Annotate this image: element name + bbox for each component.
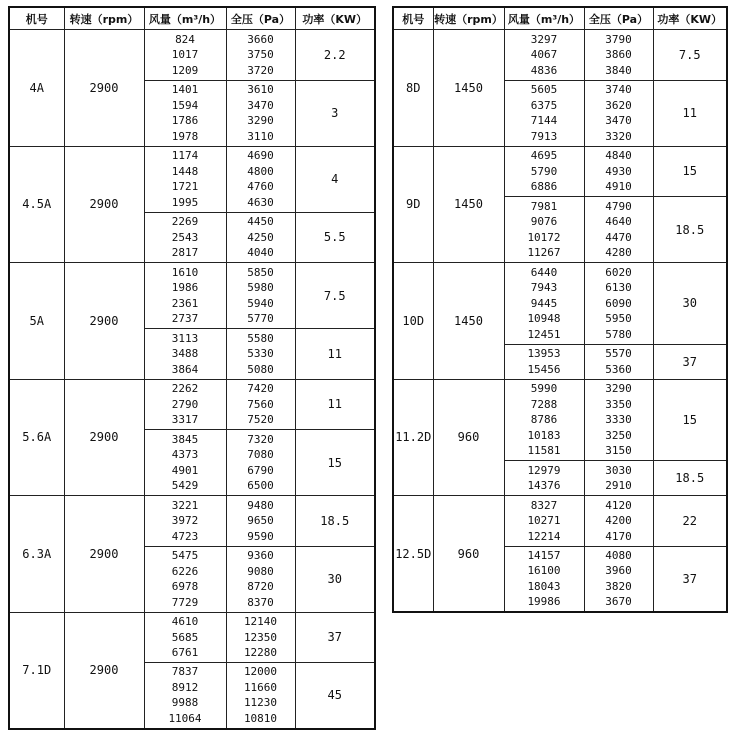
model-cell: 12.5D	[393, 496, 433, 613]
pressure-cell	[226, 612, 295, 663]
pressure-value: 5950	[605, 312, 632, 325]
pressure-value: 3470	[247, 98, 274, 112]
header-pressure: 全压（Pa）	[226, 7, 295, 30]
airflow-value: 4836	[530, 63, 558, 77]
model-cell: 4.5A	[9, 146, 64, 263]
airflow-value: 2269	[171, 215, 199, 228]
power-cell: 7.5	[295, 263, 375, 329]
airflow-value: 4067	[530, 48, 558, 61]
airflow-value: 4373	[171, 448, 199, 461]
airflow-value: 1986	[171, 281, 199, 294]
pressure-value: 6130	[605, 281, 632, 294]
rpm-cell: 2900	[64, 263, 144, 380]
header-airflow: 风量（m³/h）	[144, 7, 226, 30]
pressure-value: 9360	[247, 549, 274, 562]
airflow-value: 3113	[171, 331, 199, 345]
header-speed: 转速（rpm）	[433, 7, 504, 30]
fan-spec-table-right	[392, 6, 728, 613]
header-model: 机号	[9, 7, 64, 30]
airflow-value: 11064	[168, 711, 202, 725]
airflow-value: 11267	[527, 246, 561, 259]
pressure-value: 9080	[247, 564, 274, 578]
airflow-value: 1995	[171, 195, 199, 209]
table-row	[9, 30, 375, 81]
airflow-cell	[504, 379, 584, 461]
pressure-cell	[226, 263, 295, 329]
power-cell: 2.2	[295, 30, 375, 81]
airflow-value: 2262	[171, 382, 199, 395]
airflow-value: 12451	[527, 327, 561, 341]
airflow-value: 2361	[171, 296, 199, 310]
pressure-value: 4840	[605, 149, 632, 162]
airflow-value: 5429	[171, 479, 199, 492]
table-body	[9, 30, 375, 729]
pressure-value: 12350	[243, 630, 278, 644]
airflow-cell	[504, 263, 584, 345]
pressure-value: 9590	[247, 529, 274, 543]
pressure-cell	[226, 329, 295, 380]
pressure-value: 4120	[605, 498, 632, 512]
pressure-value: 3610	[247, 83, 274, 96]
pressure-value: 3820	[605, 579, 632, 593]
pressure-value: 5770	[247, 312, 274, 325]
pressure-value: 3750	[247, 48, 274, 61]
pressure-value: 6090	[605, 296, 632, 310]
airflow-value: 3864	[171, 362, 199, 376]
airflow-value: 5685	[171, 630, 199, 644]
airflow-value: 7729	[171, 595, 199, 609]
rpm-cell: 1450	[433, 263, 504, 380]
power-cell: 5.5	[295, 212, 375, 263]
model-cell: 5.6A	[9, 379, 64, 496]
pressure-value: 4640	[605, 215, 632, 228]
airflow-value: 2543	[171, 230, 199, 244]
header-speed: 转速（rpm）	[64, 7, 144, 30]
pressure-value: 6790	[247, 463, 274, 477]
power-cell: 15	[653, 146, 727, 197]
table-row	[9, 612, 375, 663]
pressure-value: 3720	[247, 63, 274, 77]
pressure-value: 8370	[247, 595, 274, 609]
airflow-value: 1721	[171, 180, 199, 193]
pressure-cell	[584, 344, 653, 379]
airflow-value: 12979	[527, 463, 561, 477]
pressure-value: 3150	[605, 444, 632, 457]
pressure-value: 7560	[247, 397, 274, 411]
airflow-value: 1594	[171, 98, 199, 112]
pressure-value: 4760	[247, 180, 274, 193]
power-cell: 37	[295, 612, 375, 663]
power-cell: 37	[653, 344, 727, 379]
airflow-value: 5990	[530, 382, 558, 395]
airflow-value: 2737	[171, 312, 199, 325]
pressure-value: 3670	[605, 595, 632, 609]
pressure-value: 11660	[243, 680, 278, 694]
rpm-cell: 1450	[433, 30, 504, 147]
pressure-value: 4450	[247, 215, 274, 228]
power-cell: 11	[295, 329, 375, 380]
airflow-value: 1610	[171, 265, 199, 279]
airflow-value: 1978	[171, 129, 199, 143]
model-cell: 5A	[9, 263, 64, 380]
airflow-value: 9445	[530, 296, 558, 310]
airflow-cell	[144, 612, 226, 663]
pressure-value: 4800	[247, 164, 274, 178]
pressure-value: 4790	[605, 199, 632, 213]
airflow-value: 5790	[530, 164, 558, 178]
model-cell: 10D	[393, 263, 433, 380]
airflow-value: 10948	[527, 312, 561, 325]
pressure-value: 3620	[605, 98, 632, 112]
pressure-cell	[226, 430, 295, 496]
airflow-cell	[504, 546, 584, 612]
airflow-cell	[144, 379, 226, 430]
power-cell: 18.5	[653, 197, 727, 263]
pressure-cell	[584, 379, 653, 461]
pressure-cell	[584, 461, 653, 496]
airflow-value: 2790	[171, 397, 199, 411]
airflow-value: 10172	[527, 230, 561, 244]
pressure-cell	[226, 496, 295, 547]
airflow-value: 5475	[171, 549, 199, 562]
header-row	[9, 7, 375, 30]
pressure-value: 3290	[247, 114, 274, 127]
airflow-cell	[144, 212, 226, 263]
rpm-cell: 2900	[64, 146, 144, 263]
header-model: 机号	[393, 7, 433, 30]
pressure-value: 3470	[605, 114, 632, 127]
header-row	[393, 7, 727, 30]
header-airflow: 风量（m³/h）	[504, 7, 584, 30]
airflow-value: 18043	[527, 579, 561, 593]
header-power: 功率（KW）	[653, 7, 727, 30]
airflow-cell	[144, 430, 226, 496]
model-cell: 8D	[393, 30, 433, 147]
airflow-value: 7837	[171, 665, 199, 679]
airflow-cell	[504, 30, 584, 81]
airflow-value: 7981	[530, 199, 558, 213]
pressure-cell	[226, 546, 295, 612]
airflow-value: 10271	[527, 514, 561, 527]
rpm-cell: 960	[433, 379, 504, 496]
airflow-value: 6761	[171, 646, 199, 659]
pressure-value: 3290	[605, 382, 632, 395]
pressure-value: 4200	[605, 514, 632, 527]
airflow-value: 10183	[527, 428, 561, 442]
pressure-value: 4040	[247, 246, 274, 259]
airflow-cell	[144, 546, 226, 612]
airflow-value: 16100	[527, 564, 561, 578]
pressure-cell	[226, 663, 295, 729]
fan-spec-table-left	[8, 6, 376, 730]
rpm-cell: 960	[433, 496, 504, 613]
airflow-value: 4901	[171, 463, 199, 477]
power-cell: 3	[295, 80, 375, 146]
airflow-value: 7288	[530, 397, 558, 411]
power-cell: 30	[653, 263, 727, 345]
power-cell: 15	[295, 430, 375, 496]
pressure-value: 4080	[605, 548, 632, 562]
pressure-value: 9480	[247, 498, 274, 512]
pressure-cell	[584, 30, 653, 81]
pressure-value: 4250	[247, 230, 274, 244]
pressure-value: 2910	[605, 479, 632, 492]
pressure-value: 5330	[247, 347, 274, 360]
pressure-value: 7080	[247, 448, 274, 461]
rpm-cell: 2900	[64, 379, 144, 496]
rpm-cell: 2900	[64, 496, 144, 613]
power-cell: 22	[653, 496, 727, 547]
airflow-value: 3297	[530, 32, 558, 46]
airflow-value: 3845	[171, 432, 199, 446]
pressure-value: 9650	[247, 514, 274, 527]
airflow-value: 7913	[530, 129, 558, 143]
pressure-value: 3250	[605, 428, 632, 442]
table-row	[393, 496, 727, 547]
pressure-value: 5080	[247, 362, 274, 376]
airflow-cell	[504, 146, 584, 197]
pressure-value: 4280	[605, 246, 632, 259]
pressure-value: 11230	[243, 696, 278, 710]
airflow-value: 11581	[527, 444, 561, 457]
airflow-value: 6226	[171, 564, 199, 578]
pressure-value: 3960	[605, 564, 632, 578]
pressure-value: 3350	[605, 397, 632, 411]
airflow-cell	[504, 344, 584, 379]
rpm-cell: 2900	[64, 30, 144, 147]
power-cell: 18.5	[295, 496, 375, 547]
airflow-value: 7943	[530, 281, 558, 294]
airflow-cell	[504, 461, 584, 496]
table-row	[9, 263, 375, 329]
airflow-value: 12214	[527, 529, 561, 543]
pressure-cell	[584, 80, 653, 146]
airflow-value: 19986	[527, 595, 561, 609]
airflow-value: 6886	[530, 180, 558, 193]
table-row	[393, 379, 727, 461]
airflow-value: 6978	[171, 580, 199, 593]
pressure-value: 8720	[247, 580, 274, 593]
pressure-value: 5980	[247, 281, 274, 294]
airflow-value: 8912	[171, 680, 199, 694]
pressure-value: 3110	[247, 129, 274, 143]
pressure-value: 4470	[605, 230, 632, 244]
airflow-cell	[144, 663, 226, 729]
airflow-value: 2817	[171, 246, 199, 259]
header-power: 功率（KW）	[295, 7, 375, 30]
airflow-value: 1174	[171, 149, 199, 162]
pressure-value: 5570	[605, 347, 632, 360]
pressure-value: 7320	[247, 432, 274, 446]
airflow-value: 3221	[171, 498, 199, 512]
airflow-value: 14157	[527, 548, 561, 562]
pressure-cell	[584, 197, 653, 263]
pressure-value: 12140	[243, 615, 278, 628]
model-cell: 4A	[9, 30, 64, 147]
pressure-value: 4630	[247, 195, 274, 209]
rpm-cell: 1450	[433, 146, 504, 263]
pressure-value: 5580	[247, 331, 274, 345]
airflow-value: 4695	[530, 149, 558, 162]
pressure-cell	[226, 80, 295, 146]
power-cell: 4	[295, 146, 375, 212]
model-cell: 11.2D	[393, 379, 433, 496]
pressure-value: 3840	[605, 63, 632, 77]
airflow-cell	[144, 80, 226, 146]
pressure-value: 6020	[605, 265, 632, 279]
power-cell: 15	[653, 379, 727, 461]
airflow-value: 3972	[171, 514, 199, 527]
table-row	[393, 30, 727, 81]
model-cell: 7.1D	[9, 612, 64, 729]
pressure-value: 3790	[605, 32, 632, 46]
model-cell: 6.3A	[9, 496, 64, 613]
airflow-value: 13953	[527, 347, 561, 360]
header-pressure: 全压（Pa）	[584, 7, 653, 30]
airflow-value: 1401	[171, 83, 199, 96]
table-row	[9, 379, 375, 430]
pressure-value: 7520	[247, 413, 274, 426]
table-row	[393, 146, 727, 197]
airflow-cell	[144, 496, 226, 547]
pressure-value: 3320	[605, 129, 632, 143]
pressure-value: 3860	[605, 48, 632, 61]
power-cell: 30	[295, 546, 375, 612]
airflow-value: 4723	[171, 529, 199, 543]
airflow-value: 4610	[171, 615, 199, 628]
pressure-cell	[226, 30, 295, 81]
airflow-value: 3317	[171, 413, 199, 426]
pressure-value: 5940	[247, 296, 274, 310]
pressure-value: 6500	[247, 479, 274, 492]
pressure-value: 12280	[243, 646, 278, 659]
airflow-value: 824	[175, 32, 195, 46]
airflow-value: 9076	[530, 215, 558, 228]
airflow-value: 1017	[171, 48, 199, 61]
table-row	[9, 496, 375, 547]
pressure-cell	[226, 212, 295, 263]
pressure-value: 3660	[247, 32, 274, 46]
pressure-cell	[226, 379, 295, 430]
airflow-value: 8327	[530, 498, 558, 512]
pressure-value: 5780	[605, 327, 632, 341]
pressure-cell	[584, 263, 653, 345]
airflow-value: 1448	[171, 164, 199, 178]
table-row	[393, 263, 727, 345]
pressure-value: 3330	[605, 413, 632, 426]
airflow-value: 1786	[171, 114, 199, 127]
pressure-value: 4910	[605, 180, 632, 193]
pressure-value: 4170	[605, 529, 632, 543]
power-cell: 7.5	[653, 30, 727, 81]
airflow-value: 8786	[530, 413, 558, 426]
airflow-cell	[504, 197, 584, 263]
pressure-value: 12000	[243, 665, 278, 679]
power-cell: 18.5	[653, 461, 727, 496]
pressure-cell	[584, 546, 653, 612]
pressure-cell	[226, 146, 295, 212]
pressure-value: 10810	[243, 711, 278, 725]
pressure-cell	[584, 146, 653, 197]
pressure-cell	[584, 496, 653, 547]
airflow-value: 9988	[171, 696, 199, 710]
power-cell: 11	[653, 80, 727, 146]
pressure-value: 7420	[247, 382, 274, 395]
airflow-value: 6375	[530, 98, 558, 112]
airflow-value: 7144	[530, 114, 558, 127]
airflow-value: 3488	[171, 347, 199, 360]
pressure-value: 3030	[605, 463, 632, 477]
airflow-cell	[144, 30, 226, 81]
power-cell: 45	[295, 663, 375, 729]
airflow-value: 5605	[530, 83, 558, 96]
airflow-cell	[144, 329, 226, 380]
airflow-cell	[504, 80, 584, 146]
pressure-value: 4930	[605, 164, 632, 178]
rpm-cell: 2900	[64, 612, 144, 729]
pressure-value: 4690	[247, 149, 274, 162]
airflow-value: 1209	[171, 63, 199, 77]
airflow-cell	[504, 496, 584, 547]
airflow-cell	[144, 263, 226, 329]
table-body	[393, 30, 727, 613]
pressure-value: 5850	[247, 265, 274, 279]
airflow-value: 15456	[527, 362, 561, 376]
power-cell: 11	[295, 379, 375, 430]
airflow-value: 14376	[527, 479, 561, 492]
power-cell: 37	[653, 546, 727, 612]
model-cell: 9D	[393, 146, 433, 263]
pressure-value: 3740	[605, 83, 632, 96]
airflow-cell	[144, 146, 226, 212]
pressure-value: 5360	[605, 362, 632, 376]
airflow-value: 6440	[530, 265, 558, 279]
table-row	[9, 146, 375, 212]
